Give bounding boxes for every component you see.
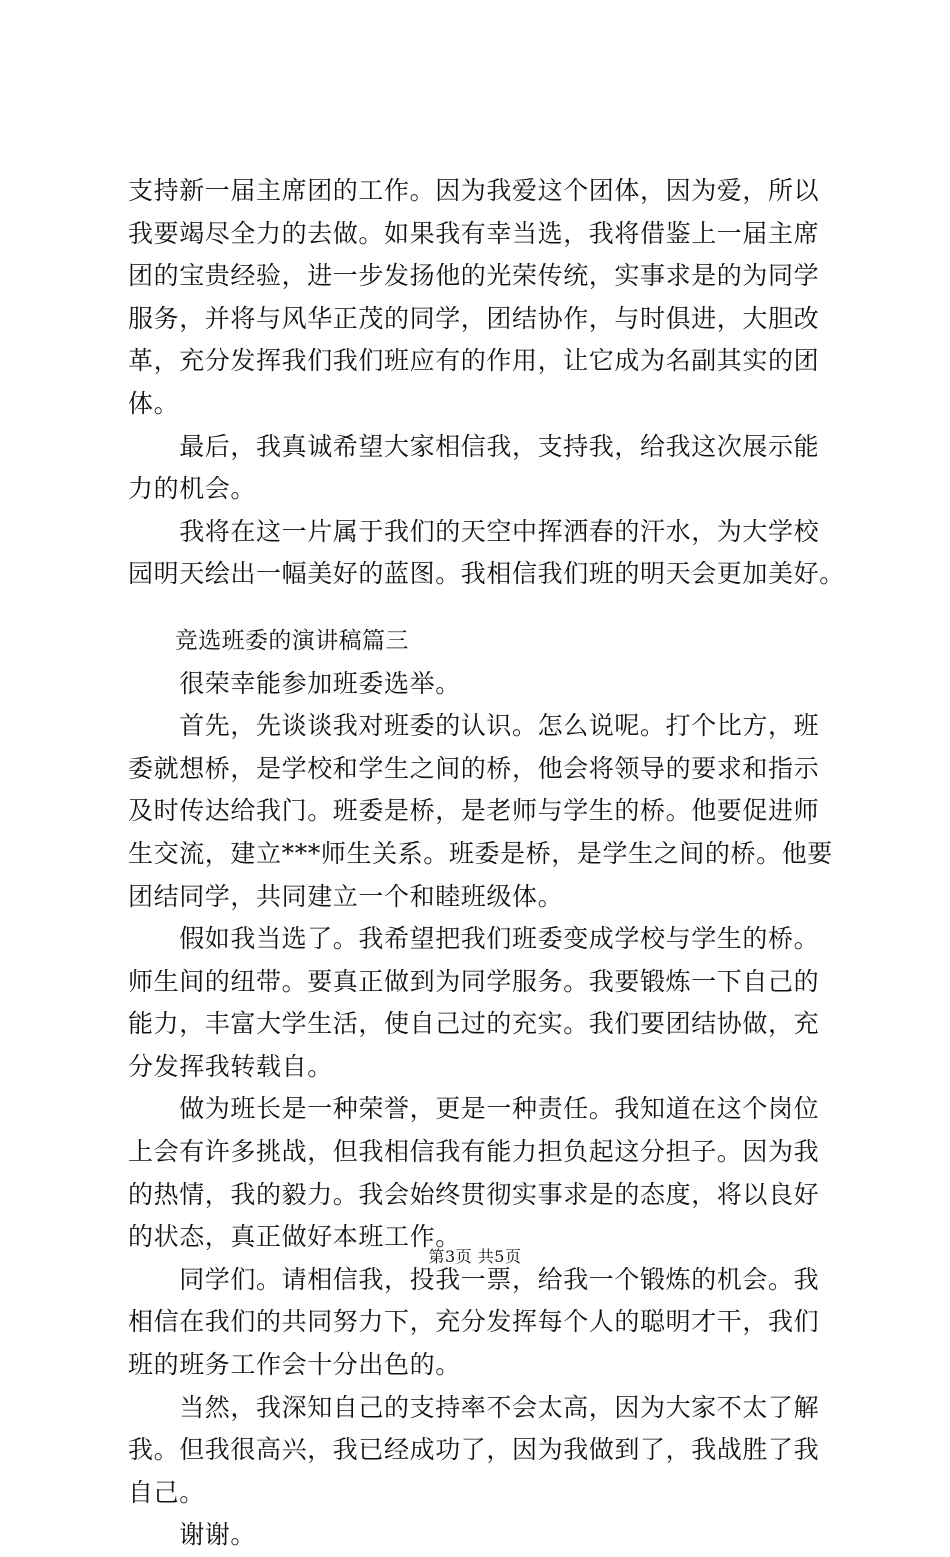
text-line: 服务，并将与风华正茂的同学，团结协作，与时俱进，大胆改 — [128, 303, 820, 333]
text-line: 自己。 — [128, 1477, 205, 1507]
document-body — [128, 170, 858, 1557]
text-line: 当然，我深知自己的支持率不会太高，因为大家不太了解 — [128, 1392, 820, 1422]
text-line: 首先，先谈谈我对班委的认识。怎么说呢。打个比方，班 — [128, 711, 820, 741]
section-heading: 竞选班委的演讲稿篇三 — [128, 627, 409, 654]
text-line: 相信在我们的共同努力下，充分发挥每个人的聪明才干，我们 — [128, 1307, 820, 1337]
text-line: 体。 — [128, 388, 180, 418]
text-line: 谢谢。 — [128, 1520, 257, 1550]
text-line: 师生间的纽带。要真正做到为同学服务。我要锻炼一下自己的 — [128, 966, 820, 996]
text-line: 做为班长是一种荣誉，更是一种责任。我知道在这个岗位 — [128, 1094, 820, 1124]
text-line: 假如我当选了。我希望把我们班委变成学校与学生的桥。 — [128, 924, 820, 954]
text-line: 生交流，建立***师生关系。班委是桥，是学生之间的桥。他要 — [128, 838, 833, 868]
text-line: 最后，我真诚希望大家相信我，支持我，给我这次展示能 — [128, 431, 820, 461]
text-line: 支持新一届主席团的工作。因为我爱这个团体，因为爱，所以 — [128, 176, 820, 205]
text-line: 分发挥我转载自。 — [128, 1051, 333, 1081]
text-line: 很荣幸能参加班委选举。 — [128, 668, 461, 698]
text-line: 力的机会。 — [128, 474, 257, 504]
text-line: 园明天绘出一幅美好的蓝图。我相信我们班的明天会更加美好。 — [128, 559, 845, 589]
text-line: 班的班务工作会十分出色的。 — [128, 1350, 461, 1380]
text-line: 我要竭尽全力的去做。如果我有幸当选，我将借鉴上一届主席 — [128, 218, 820, 248]
text-line: 的状态，真正做好本班工作。 — [128, 1222, 461, 1252]
text-line: 上会有许多挑战，但我相信我有能力担负起这分担子。因为我 — [128, 1137, 820, 1167]
text-line: 革，充分发挥我们我们班应有的作用，让它成为名副其实的团 — [128, 346, 820, 376]
text-line: 我将在这一片属于我们的天空中挥洒春的汗水，为大学校 — [128, 516, 820, 546]
text-line: 我。但我很高兴，我已经成功了，因为我做到了，我战胜了我 — [128, 1435, 820, 1465]
text-line: 能力，丰富大学生活，使自己过的充实。我们要团结协做，充 — [128, 1009, 820, 1039]
text-line: 的热情，我的毅力。我会始终贯彻实事求是的态度，将以良好 — [128, 1179, 820, 1209]
text-line: 委就想桥，是学校和学生之间的桥，他会将领导的要求和指示 — [128, 753, 820, 783]
text-line: 团结同学，共同建立一个和睦班级体。 — [128, 881, 564, 911]
page-number-footer: 第3页 共5页 — [428, 1247, 522, 1266]
text-line: 及时传达给我门。班委是桥，是老师与学生的桥。他要促进师 — [128, 796, 820, 826]
text-line: 团的宝贵经验，进一步发扬他的光荣传统，实事求是的为同学 — [128, 261, 820, 291]
text-line: 同学们。请相信我，投我一票，给我一个锻炼的机会。我 — [128, 1264, 820, 1294]
section-spacer — [128, 596, 858, 620]
